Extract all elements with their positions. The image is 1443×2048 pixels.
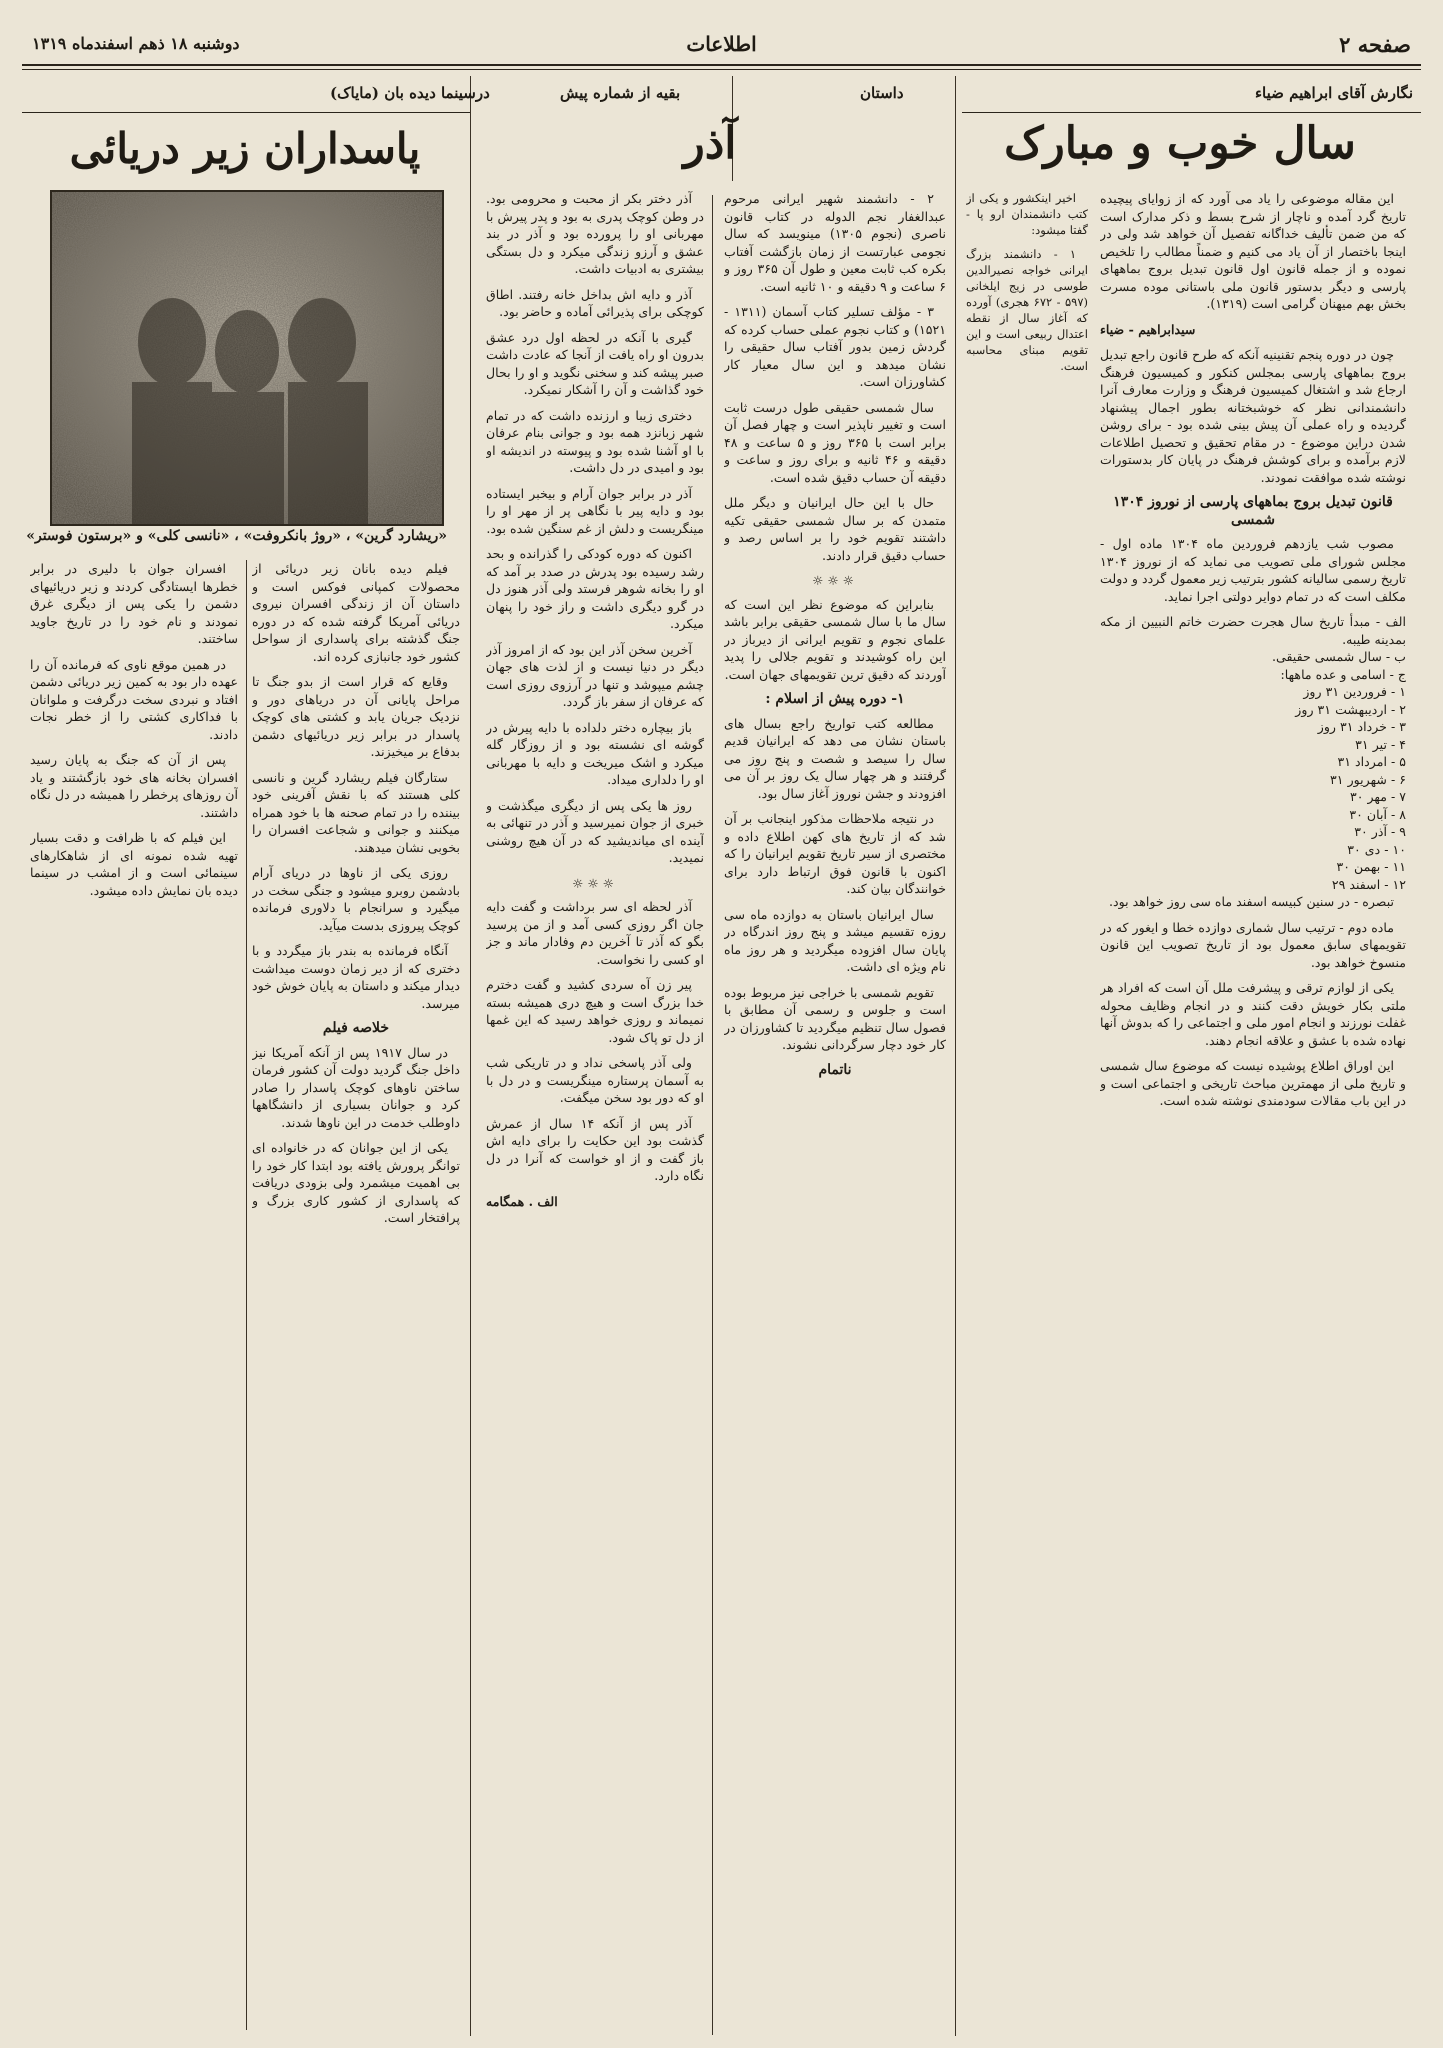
law-title: قانون تبدیل بروج بماههای پارسی از نوروز ۱۳۰۴ شمسی — [1113, 494, 1393, 528]
paragraph: در همین موقع ناوی که فرمانده آن را عهده دار بود به کمین زیر دریائی دشمن افتاد و نبردی سخت درگرفت و ملوانان با فداکاری کشتی را از خطر نجات دادند. — [30, 656, 238, 742]
film-still-photo — [50, 190, 444, 526]
paragraph: مطالعه کتب تواریخ راجع بسال های باستان نشان می دهد که ایرانیان قدیم سال را سیصد و شصت و پنج روز می گرفتند و هر چهار سال یک روز بر آن می افزودند و جشن نوروز آغاز سال بود. — [724, 715, 946, 801]
paper-name: اطلاعات — [686, 32, 757, 56]
month-item: ۳ - خرداد ۳۱ روز — [1317, 719, 1406, 734]
paragraph: آنگاه فرمانده به بندر باز میگردد و با دختری که از دیر زمان دوست میداشت دیدار میکند و داستان به پایان خوش خود میرسد. — [252, 943, 460, 1011]
header-rule — [22, 64, 1421, 66]
paragraph: ماده دوم - ترتیب سال شماری دوازده خطا و ایغور که در تقویمهای سابق معمول بود از تاریخ تصویب این قانون منسوخ خواهد بود. — [1100, 919, 1406, 970]
paragraph: ۳ - مؤلف تسلیر کتاب آسمان (۱۳۱۱ - ۱۵۲۱) و کتاب نجوم عملی حساب کرده که گردش زمین بدور آفتاب سال حقیقی را نشان میدهد و این سال معیار کار کشاورزان است. — [724, 304, 946, 389]
film-review-col1 — [252, 560, 460, 2030]
paragraph: ستارگان فیلم ریشارد گرین و نانسی کلی هستند که با نقش آفرینی خود بیننده را در تمام صحنه ها با خود همراه میکنند و جوانی و شجاعت افسران را بخوبی نشان میدهند. — [252, 769, 460, 855]
month-item: ب - سال شمسی حقیقی. — [1271, 649, 1406, 664]
column-divider — [470, 76, 471, 2036]
paragraph: سال شمسی حقیقی طول درست ثابت است و تغییر ناپذیر است و چهار فصل آن برابر است با ۳۶۵ روز و ۵ ساعت و ۴۸ دقیقه و ۴۶ ثانیه و برای روز و ساعت و دقیقه آن حساب دقیق شده است. — [724, 399, 946, 485]
cinema-kicker: درسینما دیده بان (مایاک) — [330, 84, 490, 102]
paragraph: ۱ - دانشمند بزرگ ایرانی خواجه نصیرالدین طوسی در زیج ایلخانی (۵۹۷ - ۶۷۲ هجری) آورده که آغاز سال از نقطه اعتدال ربیعی است و این تقویم مبنای محاسبه است. — [966, 247, 1088, 373]
story-kicker: داستان — [860, 84, 904, 102]
month-item: ۱۰ - دی ۳۰ — [1347, 841, 1406, 857]
article-good-year-col1 — [1100, 190, 1406, 2030]
paragraph: افسران جوان با دلیری در برابر خطرها ایستادگی کردند و زیر دریائیهای دشمن را یکی پس از دیگری غرق نمودند و نام خود را در تاریخ جاوید ساختند. — [30, 561, 238, 646]
paragraph: ولی آذر پاسخی نداد و در تاریکی شب به آسمان پرستاره مینگریست و در دل با او که دور بود سخن میگفت. — [486, 1055, 704, 1105]
paragraph: یکی از این جوانان که در خانواده ای توانگر پرورش یافته بود ابتدا کار خود را بی اهمیت میشمرد ولی بزودی دریافت که پاسداری از کشور کاری بزرگ و پرافتخار است. — [252, 1140, 460, 1225]
to-be-continued: ناتمام — [818, 1061, 852, 1078]
month-item: ۵ - امرداد ۳۱ — [1337, 754, 1406, 769]
paragraph: چون در دوره پنجم تقنینیه آنکه که طرح قانون راجع تبدیل بروج بماههای پارسی بمجلس کنکور و کمیسیون فرهنگ ارجاع شد و اشتغال کمیسیون فرهنگ و وزارت معارف آنرا دانشمندانی نظر که خوشبختانه بطور اجمال پیشنهاد گردیده و راه عملی آن پیش بینی شده بود - برای روشن شدن دراین موضوع - در مقام تحقیق و تحصیل اطلاعات لازم برآمده و برای کوشش فرهنگ در پایان کار بدستورات نوشته شده موافقت نمودند. — [1100, 347, 1406, 485]
section-heading: ۱- دوره پیش از اسلام : — [765, 691, 905, 707]
column-divider — [246, 560, 247, 2030]
months-list — [1100, 613, 1406, 893]
kicker-rule — [962, 112, 1421, 113]
section-mark: ☼☼☼ — [572, 875, 618, 891]
film-still-image — [52, 192, 442, 524]
paragraph: آذر دختر بکر از محبت و محرومی بود. در وطن کوچک پدری به بود و پدر پیرش با مهربانی او را پرورده بود و آذر در بند عشق و آرزو زندگی میکرد و دل بستگی بیشتری به ادبیات داشت. — [486, 191, 704, 276]
paragraph: آذر پس از آنکه ۱۴ سال از عمرش گذشت بود این حکایت را برای دایه اش باز گفت و از او خواست که آنرا در دل نگاه دارد. — [486, 1115, 704, 1183]
paragraph: آذر و دایه اش بداخل خانه رفتند. اطاق کوچکی برای پذیرائی آماده و حاضر بود. — [486, 286, 704, 319]
paragraph: در سال ۱۹۱۷ پس از آنکه آمریکا نیز داخل جنگ گردید دولت آن کشور فرمان ساختن ناوهای کوچک پاسدار را صادر کرد و جوانان بسیاری از دانشگاهها داوطلب خدمت در این ناوها شدند. — [252, 1044, 460, 1130]
film-review-col2 — [30, 560, 238, 2030]
paragraph: آذر لحظه ای سر برداشت و گفت دایه جان اگر روزی کسی آمد و از من پرسید بگو که آذر تا آخرین دم وفادار ماند و جز او کسی را نخواست. — [486, 899, 704, 967]
paragraph: روزی یکی از ناوها در دریای آرام بادشمن روبرو میشود و جنگی سخت در میگیرد و سرانجام با دلاوری فرمانده کوچک پیروزی بدست میآید. — [252, 865, 460, 933]
month-item: ۲ - اردیبهشت ۳۱ روز — [1295, 701, 1406, 717]
paragraph: پس از آن که جنگ به پایان رسید افسران بخانه های خود بازگشتند و یاد آن روزهای پرخطر را همیشه در دل نگاه داشتند. — [30, 752, 238, 820]
paragraph: دختری زیبا و ارزنده داشت که در تمام شهر زبانزد همه بود و جوانی بنام عرفان با او آشنا شده بود و پیوسته در اندیشه او بود و امیدی در دل داشت. — [486, 407, 704, 475]
headline-good-year: سال خوب و مبارک — [1004, 118, 1356, 169]
right-kicker: نگارش آقای ابراهیم ضیاء — [1255, 84, 1413, 102]
month-item: ۴ - تیر ۳۱ — [1355, 736, 1406, 752]
page-header — [22, 30, 1421, 58]
paragraph: وقایع که قرار است از بدو جنگ تا مراحل پایانی آن در دریاهای دور و نزدیک جریان یابد و کشتی های کوچک پاسدار در برابر زیر دریائیهای دشمن بدفاع بر میخیزند. — [252, 674, 460, 759]
continued-kicker: بقیه از شماره پیش — [560, 84, 681, 102]
story-azar — [486, 190, 704, 2030]
month-item: الف - مبدأ تاریخ سال هجرت حضرت خاتم النبیین از مکه بمدینه طیبه. — [1100, 614, 1406, 647]
article-good-year-col3 — [724, 190, 946, 2030]
author-signature: سیدابراهیم - ضیاء — [1100, 321, 1196, 337]
paragraph: پیر زن آه سردی کشید و گفت دخترم خدا بزرگ است و هیچ دری همیشه بسته نمیماند و روزی خواهد رسید که این غمها از دل تو پاک شود. — [486, 977, 704, 1045]
paragraph: بنابراین که موضوع نظر این است که سال ما با سال شمسی حقیقی برابر باشد علمای نجوم و تقویم ایرانی از دیرباز در این راه کوشیدند و تقویم جلالی را پدید آوردند که دقیق ترین تقویمهای جهان است. — [724, 596, 946, 682]
paragraph: یکی از لوازم ترقی و پیشرفت ملل آن است که افراد هر ملتی بکار خویش دقت کنند و در انجام وظایف محوله غفلت نورزند و انجام امور ملی و اجتماعی را که بدوش آنها نهاده شده با عشق و علاقه انجام دهند. — [1100, 980, 1406, 1048]
film-summary-heading: خلاصه فیلم — [322, 1020, 390, 1036]
column-divider — [712, 195, 713, 2035]
paragraph: مصوب شب یازدهم فروردین ماه ۱۳۰۴ ماده اول - مجلس شورای ملی تصویب می نماید که از نوروز ۱۳۰۴ تاریخ رسمی سالیانه کشور بترتیب زیر معمول گردد و دولت مکلف است که در تمام دوایر دولتی اجرا نماید. — [1100, 536, 1406, 604]
paragraph: این فیلم که با ظرافت و دقت بسیار تهیه شده نمونه ای از شاهکارهای سینمائی است و از امشب در سینما دیده بان نمایش داده میشود. — [30, 830, 238, 898]
photo-caption: «ریشارد گرین» ، «روژ بانکروفت» ، «نانسی کلی» و «برستون فوستر» — [26, 528, 447, 544]
paragraph: تقویم شمسی با خراجی نیز مربوط بوده است و جلوس و رسمی آن مطابق با فصول سال تنظیم میگردید تا کشاورزان در کار خود دچار سرگردانی نشوند. — [724, 984, 946, 1052]
month-item: ج - اسامی و عده ماهها: — [1280, 666, 1406, 682]
paragraph: ۲ - دانشمند شهیر ایرانی مرحوم عبدالغفار نجم الدوله در کتاب قانون ناصری (نجوم ۱۳۰۵) مینویسد که سال نجومی عبارتست از زمان بازگشت آفتاب بکره کب ثابت معین و طول آن ۳۶۵ روز و ۶ ساعت و ۹ دقیقه و ۱۰ ثانیه است. — [724, 191, 946, 294]
month-item: ۶ - شهریور ۳۱ — [1330, 771, 1406, 787]
paragraph: اکنون که دوره کودکی را گذرانده و بحد رشد رسیده بود پدرش در صدد بر آمد که او را بخانه شوهر فرستد ولی آذر هنوز دل در گرو دیگری داشت و راز خود را پنهان میکرد. — [486, 546, 704, 631]
month-item: ۱۲ - اسفند ۲۹ — [1331, 876, 1406, 892]
page-number: صفحه ۲ — [1339, 32, 1411, 57]
paragraph: آذر در برابر جوان آرام و بیخبر ایستاده بود و دایه پیر با نگاهی پر از مهر او را مینگریست و دلش از غم سنگین شده بود. — [486, 485, 704, 536]
month-item: ۸ - آبان ۳۰ — [1349, 806, 1406, 822]
author-signature: الف . همگامه — [486, 1193, 558, 1209]
kicker-rule — [22, 112, 470, 113]
paragraph: اخیر اینکشور و یکی از کتب دانشمندان ارو پا - گفتا میشود: — [966, 191, 1088, 237]
article-good-year-col2 — [966, 190, 1088, 2030]
paragraph: سال ایرانیان باستان به دوازده ماه سی روزه تقسیم میشد و پنج روز اندرگاه در پایان سال افزوده میگردید و هر روز ماه نام ویژه ای داشت. — [724, 906, 946, 974]
section-mark: ☼☼☼ — [812, 573, 858, 588]
month-item: ۹ - آذر ۳۰ — [1354, 824, 1406, 839]
paragraph: این مقاله موضوعی را یاد می آورد که از زوایای پیچیده تاریخ گرد آمده و ناچار از شرح بسط و ذکر مدارک است که من ضمن تألیف خداگانه تفصیل آن خواهد شد ولی در اینجا باختصار از آن یاد می کنیم و ضمناً مطالب را تلخیص نموده و از جمله قانون اول قانون تبدیل بروج بماههای پارسی و دیگر بدستور قانون ملی باستانی موده مسرت بخش بهم میهنان گرامی است (۱۳۱۹). — [1100, 191, 1406, 311]
issue-date: دوشنبه ۱۸ ذهم اسفندماه ۱۳۱۹ — [32, 34, 240, 53]
paragraph: آخرین سخن آذر این بود که از امروز آذر دیگر در دنیا نیست و از لذت های جهان چشم میپوشد و تنها در آرزوی روزی است که عرفان از سفر باز گردد. — [486, 641, 704, 709]
month-item: ۷ - مهر ۳۰ — [1349, 789, 1406, 804]
paragraph: تبصره - در سنین کبیسه اسفند ماه سی روز خواهد بود. — [1108, 894, 1394, 909]
paragraph: فیلم دیده بانان زیر دریائی از محصولات کمپانی فوکس است و داستان آن از زندگی افسران نیروی دریائی آمریکا گرفته شده که در دوره جنگ گذشته برای پاسداری از سواحل کشور خود جانبازی کرده اند. — [252, 561, 460, 664]
paragraph: روز ها یکی پس از دیگری میگذشت و خبری از جوان نمیرسید و آذر در تنهائی به آینده ای میاندیشید که در آن هیچ روشنی نمیدید. — [486, 797, 704, 865]
month-item: ۱۱ - بهمن ۳۰ — [1336, 859, 1406, 874]
month-item: ۱ - فروردین ۳۱ روز — [1303, 684, 1406, 699]
paragraph: این اوراق اطلاع پوشیده نیست که موضوع سال شمسی و تاریخ ملی از مهمترین مباحث تاریخی و اجتماعی است و در این باب مقالات سودمندی نوشته شده است. — [1100, 1058, 1406, 1108]
paragraph: باز بیچاره دختر دلداده با دایه پیرش در گوشه ای نشسته بود و از روزگار گله میکرد و اشک میریخت و دایه با مهربانی او را دلداری میداد. — [486, 719, 704, 787]
column-divider — [955, 76, 956, 2036]
header-rule-thin — [22, 69, 1421, 70]
paragraph: گیری با آنکه در لحظه اول درد عشق بدرون او راه یافت از آنجا که عادت داشت صبر پیشه کند و سخنی نگوید و او را بحال خود گذاشت و آن را آشکار نمیکرد. — [486, 329, 704, 397]
paragraph: در نتیجه ملاحظات مذکور اینجانب بر آن شد که از تاریخ های کهن اطلاع داده و مختصری از سیر تاریخ تقویم ایرانیان را که اکنون با قانون فوق ارتباط دارد برای خوانندگان بیان کند. — [724, 811, 946, 896]
paragraph: حال با این حال ایرانیان و دیگر ملل متمدن که بر سال شمسی حقیقی تکیه داشتند تقویم خود را بر اساس رصد و حساب دقیق قرار دادند. — [724, 495, 946, 563]
headline-azar: آذر — [683, 118, 737, 169]
headline-submarine-guards: پاسداران زیر دریائی — [69, 124, 421, 173]
